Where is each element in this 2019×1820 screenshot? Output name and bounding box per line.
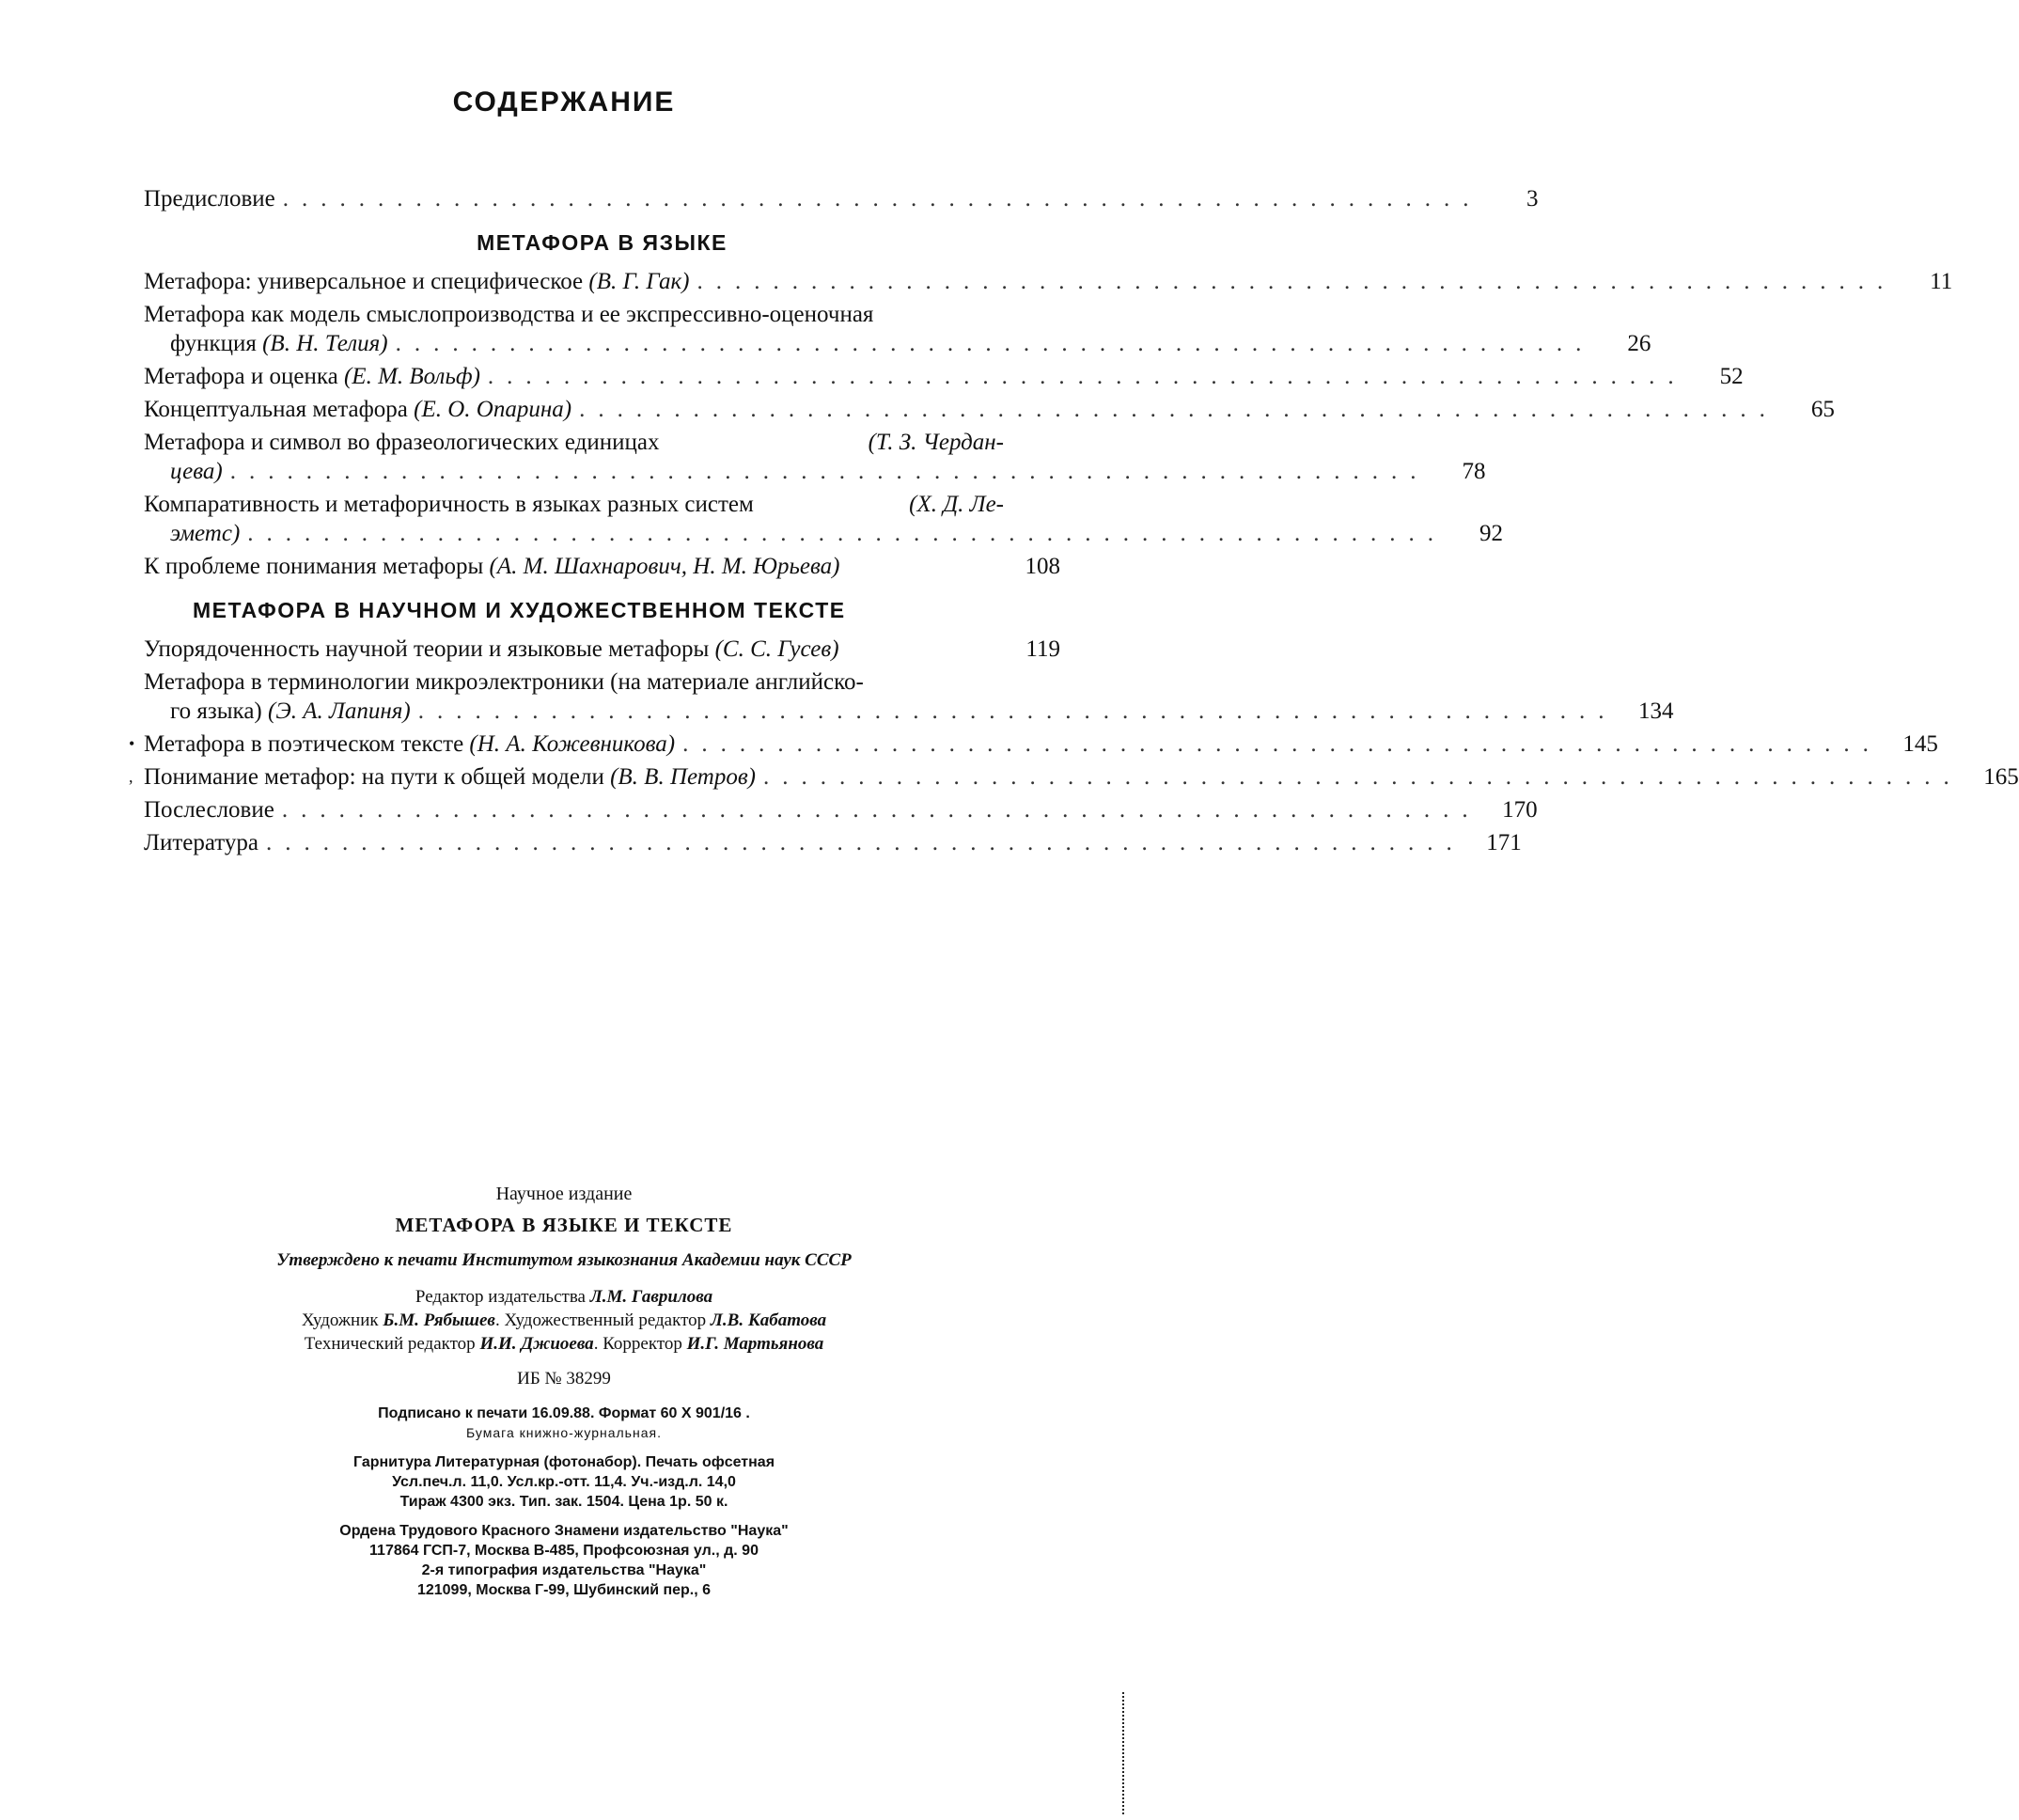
page-title: СОДЕРЖАНИЕ bbox=[452, 86, 676, 118]
toc-entry-title-line: Метафора и символ во фразеологических единицах bbox=[144, 430, 660, 455]
toc-page-number: 92 bbox=[1479, 521, 1504, 546]
toc-entry-title: Упорядоченность научной теории и языковые метафоры bbox=[144, 636, 710, 662]
toc-entry[interactable] bbox=[144, 667, 1674, 726]
leader-dots: ............................................................... bbox=[282, 186, 1482, 212]
toc-page-number: 165 bbox=[1983, 764, 2019, 790]
toc-entry[interactable] bbox=[129, 762, 2019, 792]
toc-entry[interactable] bbox=[129, 730, 1938, 759]
toc-entry-title-line: Метафора в терминологии микроэлектроники (на материале английско- bbox=[144, 669, 864, 695]
leader-dots: ............................................................... bbox=[281, 797, 1481, 823]
toc-entry-author: (С. С. Гусев) bbox=[714, 636, 839, 662]
credit-role: . Корректор bbox=[593, 1334, 682, 1354]
toc-entry[interactable] bbox=[144, 300, 1651, 358]
toc-entry-title: Послесловие bbox=[144, 797, 274, 823]
toc-entry-title: Предисловие bbox=[144, 186, 275, 212]
toc-entry-title: Метафора и оценка bbox=[144, 364, 338, 389]
toc-entry-author-cont: эметс) bbox=[170, 521, 241, 546]
section-heading-2: МЕТАФОРА В НАУЧНОМ И ХУДОЖЕСТВЕННОМ ТЕКСТЕ bbox=[193, 598, 846, 622]
scan-edge-mark bbox=[1122, 1692, 1128, 1814]
toc-entry-preface[interactable] bbox=[144, 184, 1539, 213]
toc-entry[interactable] bbox=[144, 795, 1538, 824]
font-line: Гарнитура Литературная (фотонабор). Печать офсетная bbox=[352, 1454, 775, 1470]
toc-entry[interactable] bbox=[144, 428, 1486, 486]
leader-dots: ............................................................... bbox=[763, 764, 1963, 790]
credit-name: Л.М. Гаврилова bbox=[589, 1287, 713, 1307]
toc-entry-author: (А. М. Шахнарович, Н. М. Юрьева) bbox=[489, 554, 840, 579]
credit-role: . Художественный редактор bbox=[494, 1310, 707, 1330]
approval-note: Утверждено к печати Институтом языкознания Академии наук СССР bbox=[276, 1250, 852, 1270]
credit-role: Технический редактор bbox=[304, 1334, 476, 1354]
toc-entry-title: Литература bbox=[144, 830, 258, 855]
credit-name: И.Г. Мартьянова bbox=[686, 1334, 824, 1354]
toc-entry-title-line: Компаративность и метафоричность в языках разных систем bbox=[144, 492, 754, 517]
table-of-contents bbox=[129, 184, 2019, 861]
margin-mark: • bbox=[129, 734, 135, 753]
publisher-line: Ордена Трудового Красного Знамени издательство "Наука" bbox=[339, 1523, 789, 1539]
leader-dots: ............................................................... bbox=[696, 269, 1897, 294]
run-line: Тираж 4300 экз. Тип. зак. 1504. Цена 1р. 50 к. bbox=[399, 1494, 728, 1510]
leader-dots: ............................................................... bbox=[579, 397, 1778, 422]
toc-entry-author: (Е. М. Вольф) bbox=[343, 364, 480, 389]
toc-page-number: 119 bbox=[1025, 636, 1060, 662]
staff-credits bbox=[0, 1285, 1128, 1356]
toc-entry-title: Концептуальная метафора bbox=[144, 397, 408, 422]
toc-page-number: 11 bbox=[1930, 269, 1953, 294]
toc-entry-title: Метафора: универсальное и специфическое bbox=[144, 269, 584, 294]
leader-dots: ............................................................... bbox=[682, 731, 1882, 757]
toc-entry-author: (В. Н. Телия) bbox=[262, 331, 388, 356]
toc-page-number: 171 bbox=[1486, 830, 1522, 855]
toc-page-number: 78 bbox=[1462, 459, 1486, 484]
section-heading-1: МЕТАФОРА В ЯЗЫКЕ bbox=[477, 230, 728, 255]
book-title: МЕТАФОРА В ЯЗЫКЕ И ТЕКСТЕ bbox=[395, 1214, 733, 1236]
toc-entry-title: го языка) bbox=[170, 698, 262, 724]
imprint-block bbox=[0, 1183, 1128, 1600]
toc-page-number: 170 bbox=[1502, 797, 1538, 823]
margin-mark: , bbox=[129, 767, 133, 786]
toc-page-number: 52 bbox=[1719, 364, 1744, 389]
toc-entry-author: (Е. О. Опарина) bbox=[414, 397, 572, 422]
toc-entry-author: (В. В. Петров) bbox=[610, 764, 756, 790]
credit-role: Редактор издательства bbox=[415, 1287, 586, 1307]
toc-page-number: 108 bbox=[1025, 554, 1060, 579]
toc-entry[interactable] bbox=[144, 362, 1744, 391]
leader-dots: ............................................................... bbox=[395, 331, 1595, 356]
toc-page-number: 3 bbox=[1526, 186, 1539, 212]
toc-entry-author: (Х. Д. Ле- bbox=[909, 492, 1004, 517]
toc-entry[interactable] bbox=[144, 267, 1953, 296]
toc-entry[interactable] bbox=[144, 395, 1835, 424]
toc-entry[interactable] bbox=[144, 490, 1504, 548]
leader-dots: ............................................................... bbox=[417, 698, 1618, 724]
toc-page-number: 134 bbox=[1638, 698, 1674, 724]
toc-entry-author-cont: цева) bbox=[170, 459, 223, 484]
credit-name: Б.М. Рябышев bbox=[383, 1310, 495, 1330]
sheets-line: Усл.печ.л. 11,0. Усл.кр.-отт. 11,4. Уч.-изд.л. 14,0 bbox=[392, 1474, 736, 1490]
leader-dots: ............................................................... bbox=[487, 364, 1687, 389]
signed-line: Подписано к печати 16.09.88. Формат 60 Х 901/16 . bbox=[378, 1405, 750, 1421]
credit-name: И.И. Джиоева bbox=[479, 1334, 594, 1354]
printer-address: 121099, Москва Г-99, Шубинский пер., 6 bbox=[416, 1582, 712, 1598]
toc-entry-author: (Э. А. Лапиня) bbox=[268, 698, 411, 724]
edition-type: Научное издание bbox=[495, 1184, 633, 1204]
toc-page-number: 65 bbox=[1810, 397, 1835, 422]
toc-entry-title: К проблеме понимания метафоры bbox=[144, 554, 484, 579]
printer-line: 2-я типография издательства "Наука" bbox=[421, 1562, 707, 1578]
toc-entry[interactable] bbox=[144, 635, 1060, 664]
toc-entry[interactable] bbox=[144, 552, 1060, 581]
toc-entry-title: Понимание метафор: на пути к общей модели bbox=[144, 764, 604, 790]
toc-entry-title: Метафора в поэтическом тексте bbox=[144, 731, 464, 757]
toc-entry-author: (В. Г. Гак) bbox=[588, 269, 690, 294]
publisher-address: 117864 ГСП-7, Москва В-485, Профсоюзная ул., д. 90 bbox=[369, 1543, 759, 1559]
toc-page-number: 26 bbox=[1627, 331, 1651, 356]
toc-page-number: 145 bbox=[1902, 731, 1938, 757]
paper-line: Бумага книжно-журнальная. bbox=[466, 1425, 662, 1440]
credit-name: Л.В. Кабатова bbox=[710, 1310, 827, 1330]
credit-role: Художник bbox=[301, 1310, 379, 1330]
leader-dots: ............................................................... bbox=[229, 459, 1430, 484]
toc-entry-author: (Н. А. Кожевникова) bbox=[469, 731, 676, 757]
leader-dots: ............................................................... bbox=[266, 830, 1465, 855]
toc-entry[interactable] bbox=[144, 828, 1522, 857]
toc-entry-author: (Т. З. Чердан- bbox=[868, 430, 1004, 455]
leader-dots: ............................................................... bbox=[247, 521, 1448, 546]
toc-entry-title: функция bbox=[170, 331, 257, 356]
toc-entry-title-line: Метафора как модель смыслопроизводства и ее экспрессивно-оценочная bbox=[144, 302, 874, 327]
ib-number: ИБ № 38299 bbox=[517, 1369, 611, 1389]
